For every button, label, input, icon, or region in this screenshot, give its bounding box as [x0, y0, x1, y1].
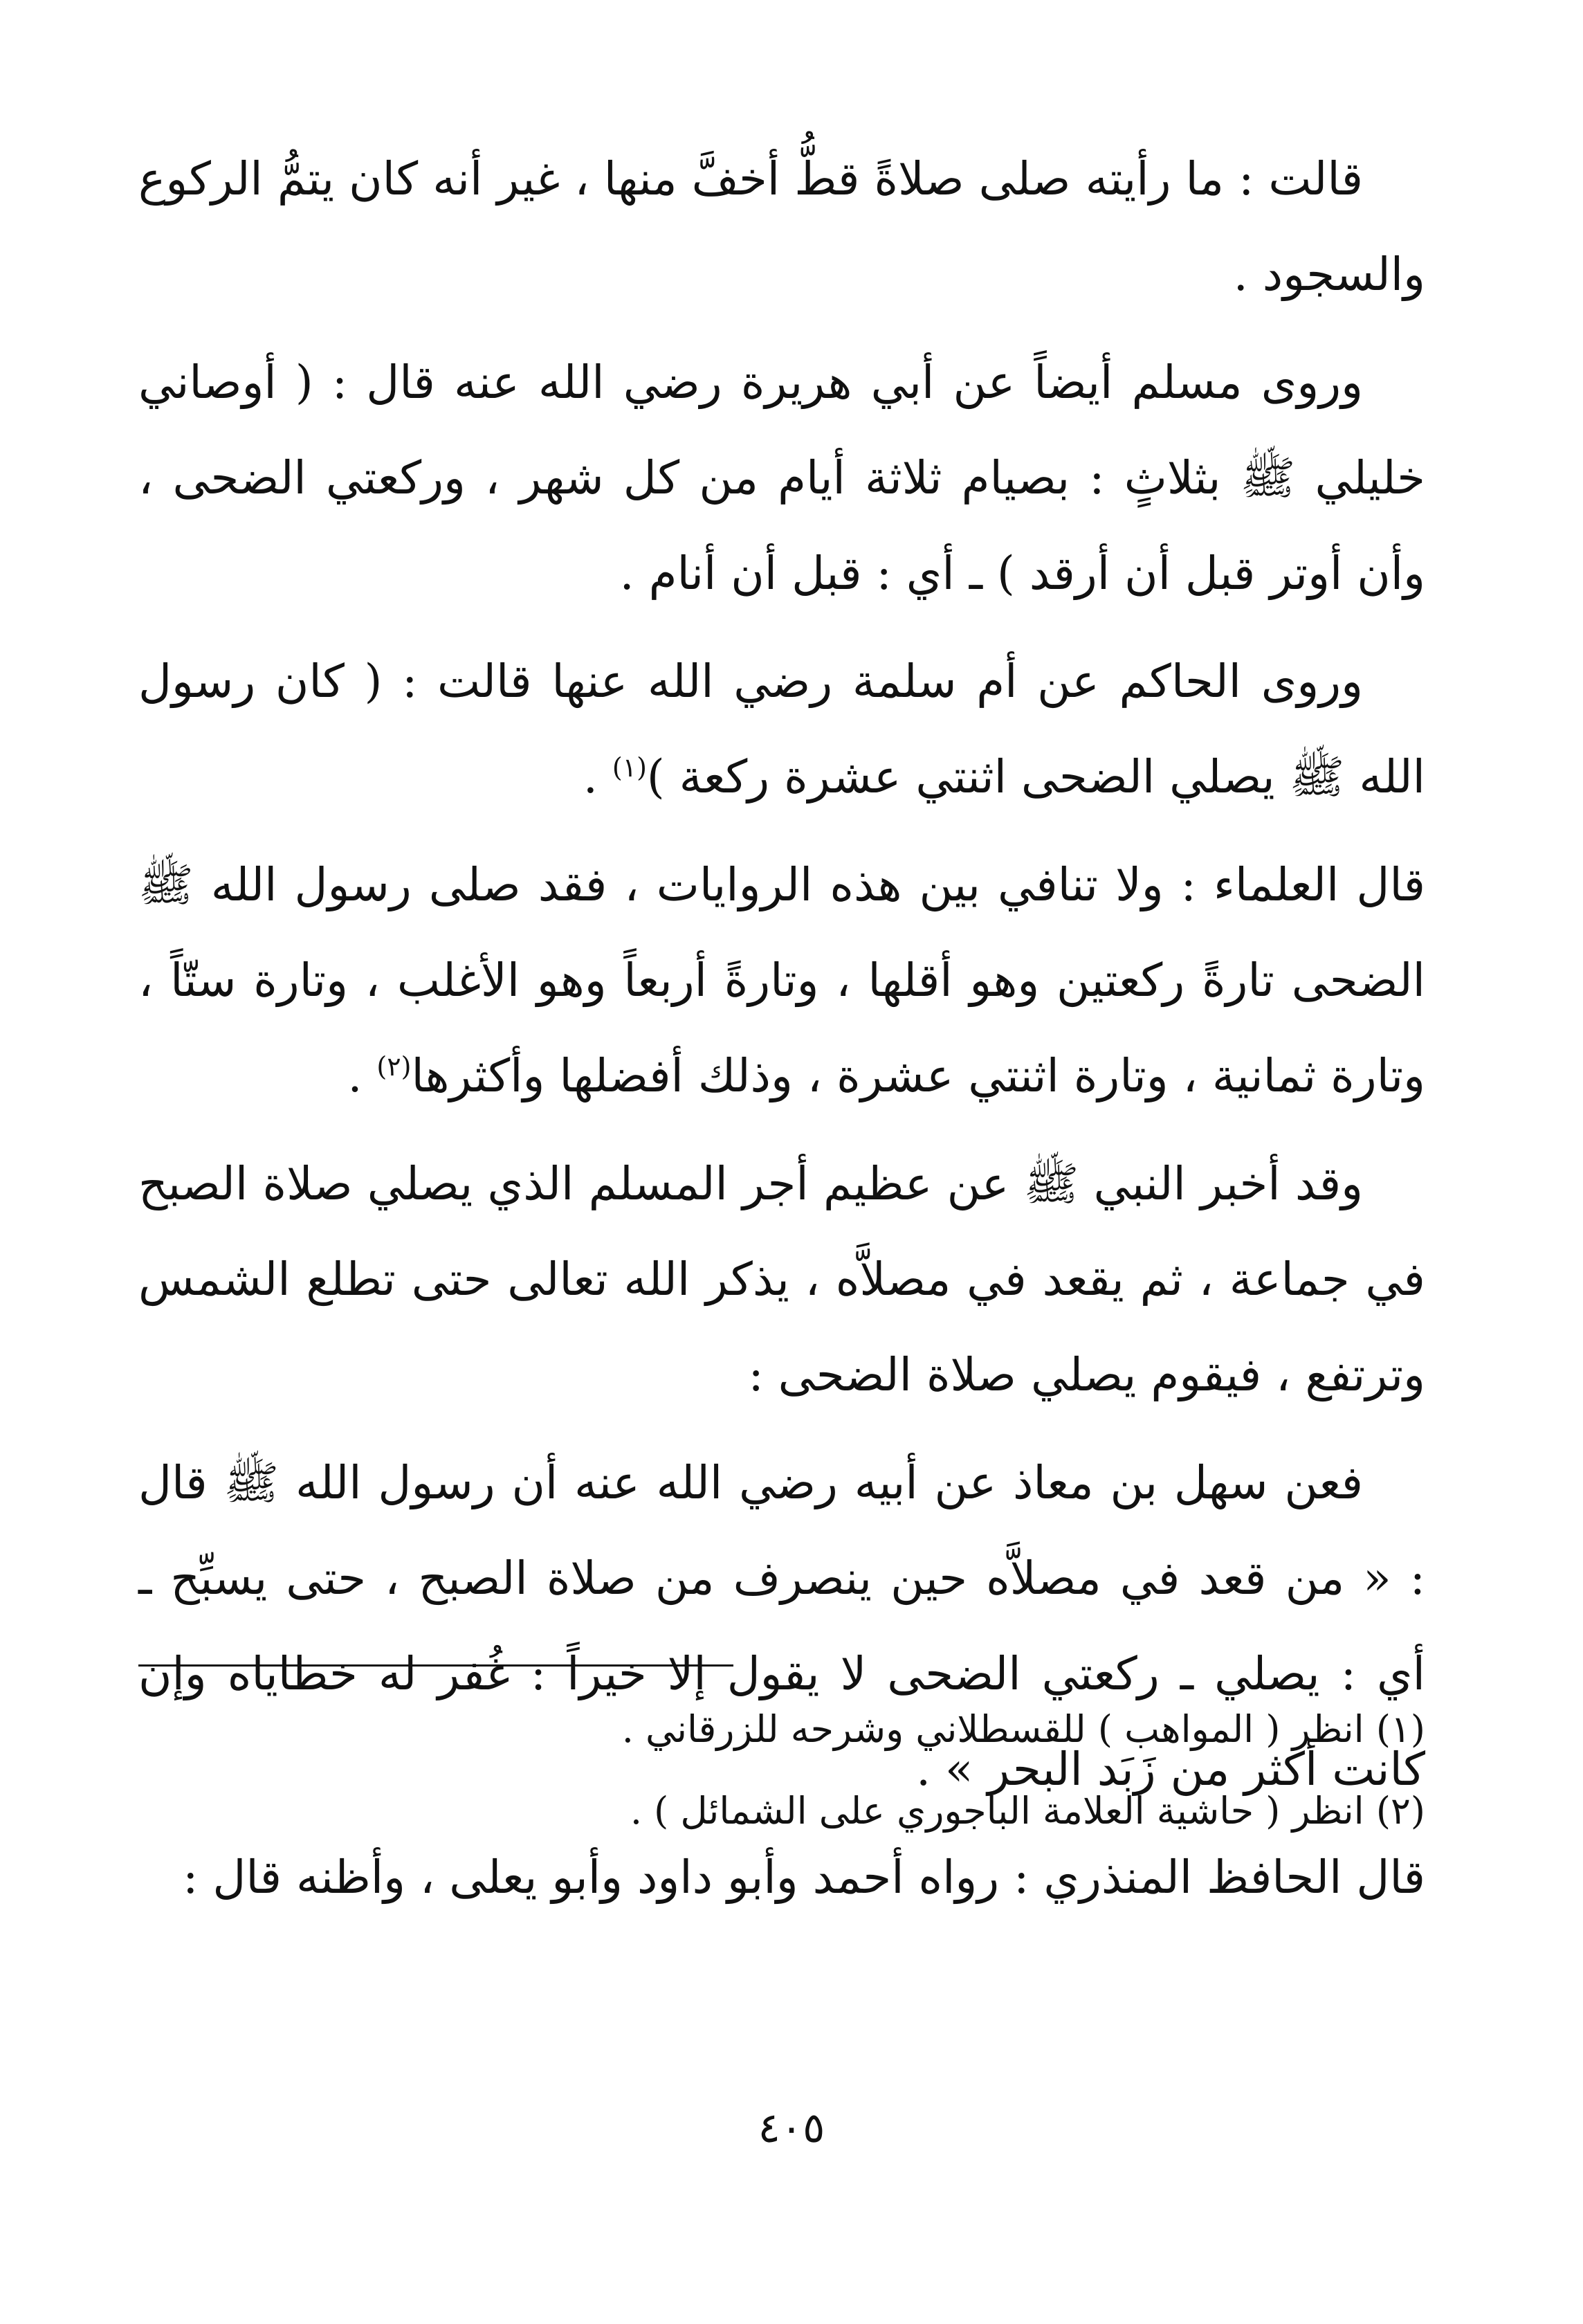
- paragraph-3-end: .: [583, 750, 612, 804]
- footnote-1: (١) انظر ( المواهب ) للقسطلاني وشرحه للزرقاني .: [621, 1707, 1425, 1751]
- paragraph-4-text: قال العلماء : ولا تنافي بين هذه الروايات ، فقد صلى رسول الله ﷺ الضحى تارةً ركعتين وهو أقلها ، وتارةً أربعاً وهو الأغلب ، وتارة ستّاً ، وتارة ثمانية ، وتارة اثنتي عشرة ، وذلك أفضلها وأكثرها: [138, 858, 1425, 1102]
- paragraph-4-end: .: [347, 1049, 377, 1102]
- footnote-separator: [138, 1664, 733, 1667]
- footnote-ref-2: (٢): [376, 1051, 412, 1082]
- paragraph-2: وروى مسلم أيضاً عن أبي هريرة رضي الله عنه قال : ( أوصاني خليلي ﷺ بثلاثٍ : بصيام ثلاثة أيام من كل شهر ، وركعتي الضحى ، وأن أوتر قبل أن أرقد ) ـ أي : قبل أن أنام .: [138, 356, 1425, 600]
- paragraph-7: قال الحافظ المنذري : رواه أحمد وأبو داود وأبو يعلى ، وأظنه قال :: [183, 1851, 1425, 1904]
- page-body: [138, 131, 1425, 1938]
- paragraph-1: قالت : ما رأيته صلى صلاةً قطُّ أخفَّ منها ، غير أنه كان يتمُّ الركوع والسجود .: [138, 152, 1425, 301]
- paragraph-3-text: وروى الحاكم عن أم سلمة رضي الله عنها قالت : ( كان رسول الله ﷺ يصلي الضحى اثنتي عشرة ركعة ): [138, 655, 1425, 804]
- footnote-2: (٢) انظر ( حاشية العلامة الباجوري على الشمائل ) .: [630, 1789, 1425, 1833]
- paragraph-4: [138, 837, 1425, 1124]
- footnote-ref-1: (١): [612, 752, 647, 783]
- paragraph-6: فعن سهل بن معاذ عن أبيه رضي الله عنه أن رسول الله ﷺ قال : « من قعد في مصلاَّه حين ينصرف من صلاة الصبح ، حتى يسبِّح ـ أي : يصلي ـ ركعتي الضحى لا يقول إلا خيراً : غُفر له خطاياه وإن كانت أكثر من زَبَد البحر » .: [138, 1456, 1425, 1796]
- paragraph-5: وقد أخبر النبي ﷺ عن عظيم أجر المسلم الذي يصلي صلاة الصبح في جماعة ، ثم يقعد في مصلاَّه ، يذكر الله تعالى حتى تطلع الشمس وترتفع ، فيقوم يصلي صلاة الضحى :: [138, 1157, 1425, 1401]
- page-number: ٤٠٥: [758, 2104, 825, 2152]
- paragraph-3: [138, 634, 1425, 825]
- footnotes: [138, 1689, 1425, 1852]
